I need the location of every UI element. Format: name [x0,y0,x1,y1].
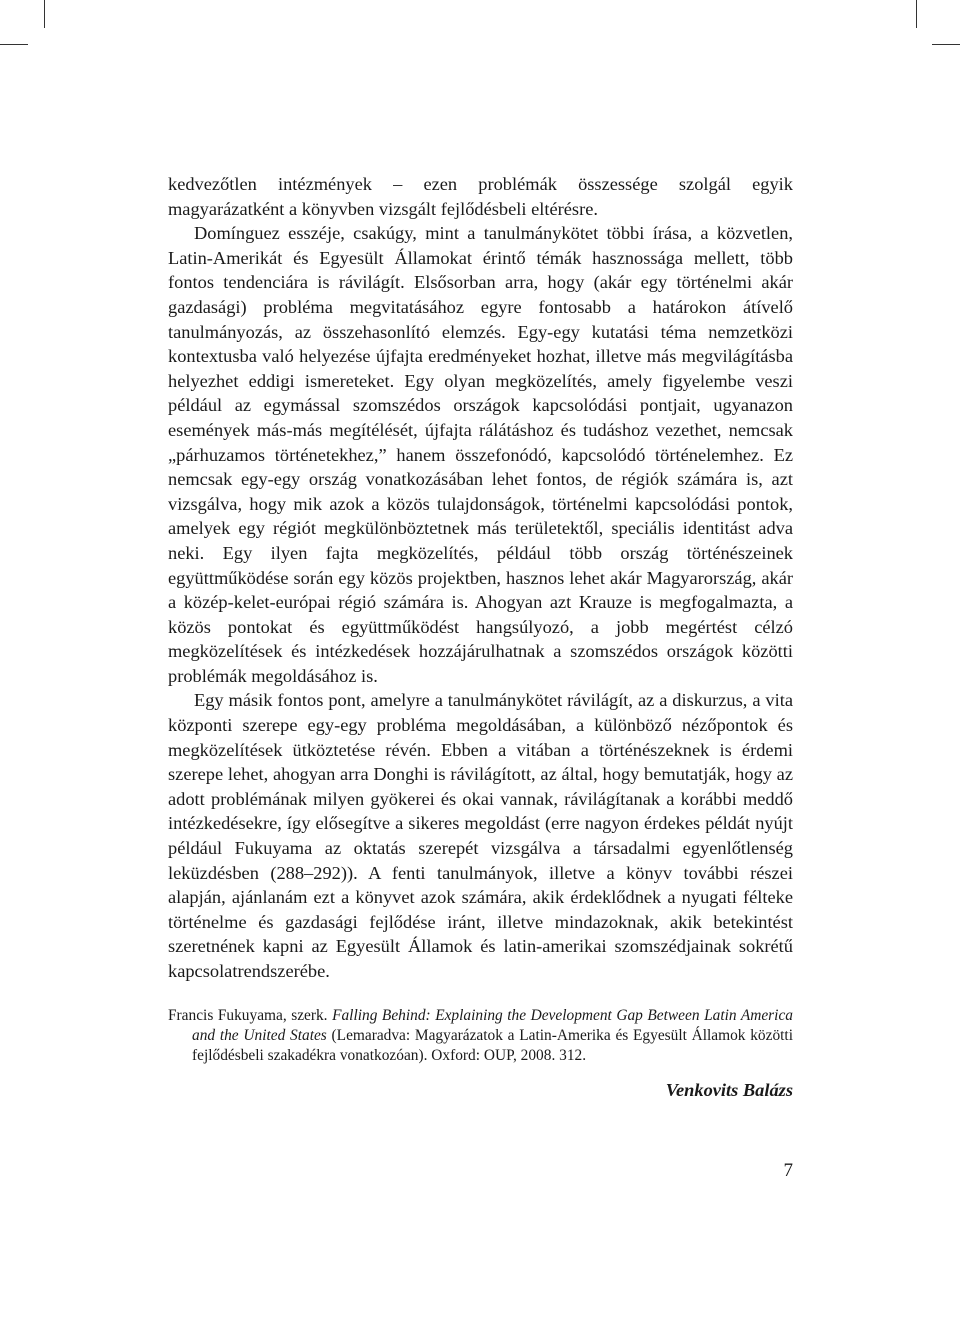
paragraph-1: kedvezőtlen intézmények – ezen problémák összessége szolgál egyik magyarázatként a könyvben vizsgált fejlődésbeli eltérésre. [168,174,793,219]
page-body [168,172,793,1101]
reference-details: (Lemaradva: Magyarázatok a Latin-Amerika és Egyesült Államok közötti fejlődésbeli szakadékra vonatkozóan). Oxford: OUP, 2008. 312. [192,1026,793,1064]
page-number: 7 [783,1160,793,1181]
bibliographic-reference [168,1006,793,1066]
paragraph-3: Egy másik fontos pont, amelyre a tanulmánykötet rávilágít, az a diskurzus, a vita központi szerepe egy-egy probléma megoldásában, a különböző nézőpontok és megközelítések ütköztetése révén. Ebben a vitában a történészeknek is érdemi szerepe lehet, ahogyan arra Donghi is rávilágított, az által, hogy bemutatják, hogy az adott problémának milyen gyökerei és okai vannak, rávilágítanak a korábbi meddő intézkedésekre, így elősegítve a sikeres megoldást (erre nagyon érdekes példát nyújt például Fukuyama az oktatás szerepét vizsgálva a társadalmi egyenlőtlenség leküzdésben (288–292)). A fenti tanulmányok, illetve a könyv további részei alapján, ajánlanám ezt a könyvet azok számára, akik érdeklődnek a nyugati félteke történelme és gazdasági fejlődése iránt, illetve mindazoknak, akik betekintést szeretnének kapni az Egyesült Államok és latin-amerikai szomszédjainak sokrétű kapcsolatrendszerébe. [168,690,793,981]
reviewer-name: Venkovits Balázs [665,1079,793,1100]
reference-title: Falling Behind: Explaining the Development Gap Between Latin America and the United States [192,1006,793,1044]
crop-mark-top-left-horizontal [0,44,28,45]
crop-mark-top-left-vertical [44,0,45,28]
paragraph-2: Domínguez esszéje, csakúgy, mint a tanulmánykötet többi írása, a közvetlen, Latin-Amerikát és Egyesült Államokat érintő témák hasznossága mellett, több fontos tendenciára is rávilágít. Elsősorban arra, hogy (akár egy történelmi akár gazdasági) probléma megvitatásához egyre fontosabb a határokon átívelő tanulmányozás, az összehasonlító elemzés. Egy-egy kutatási téma nemzetközi kontextusba való helyezése újfajta eredményeket hozhat, illetve más megvilágításba helyezhet eddigi ismereteket. Egy olyan megközelítés, amely figyelembe veszi például az egymással szomszédos országok kapcsolódási pontjait, ugyanazon események más-más megítélését, újfajta rálátáshoz és tudáshoz vezethet, nemcsak „párhuzamos történetekhez,” hanem összefonódó, kapcsolódó történelemhez. Ez nemcsak egy-egy ország vonatkozásában lehet fontos, de régiók számára is, azt vizsgálva, hogy mik azok a közös tulajdonságok, történelmi kapcsolódási pontok, amelyek egy régiót megkülönböztetnek más területektől, speciális identitást adva neki. Egy ilyen fajta megközelítés, például több ország történészeinek együttműködése során egy közös projektben, hasznos lehet akár Magyarország, akár a közép-kelet-európai régió számára is. Ahogyan azt Krauze is megfogalmazta, a közös pontokat és együttműködést hangsúlyozó, a jobb megértést célzó megközelítések és intézkedések hozzájárulhatnak a szomszédos országok közötti problémák megoldásához is. [168,223,793,686]
reference-author: Francis Fukuyama, szerk. [168,1006,328,1024]
crop-mark-top-right-vertical [916,0,917,28]
crop-mark-top-right-horizontal [932,44,960,45]
